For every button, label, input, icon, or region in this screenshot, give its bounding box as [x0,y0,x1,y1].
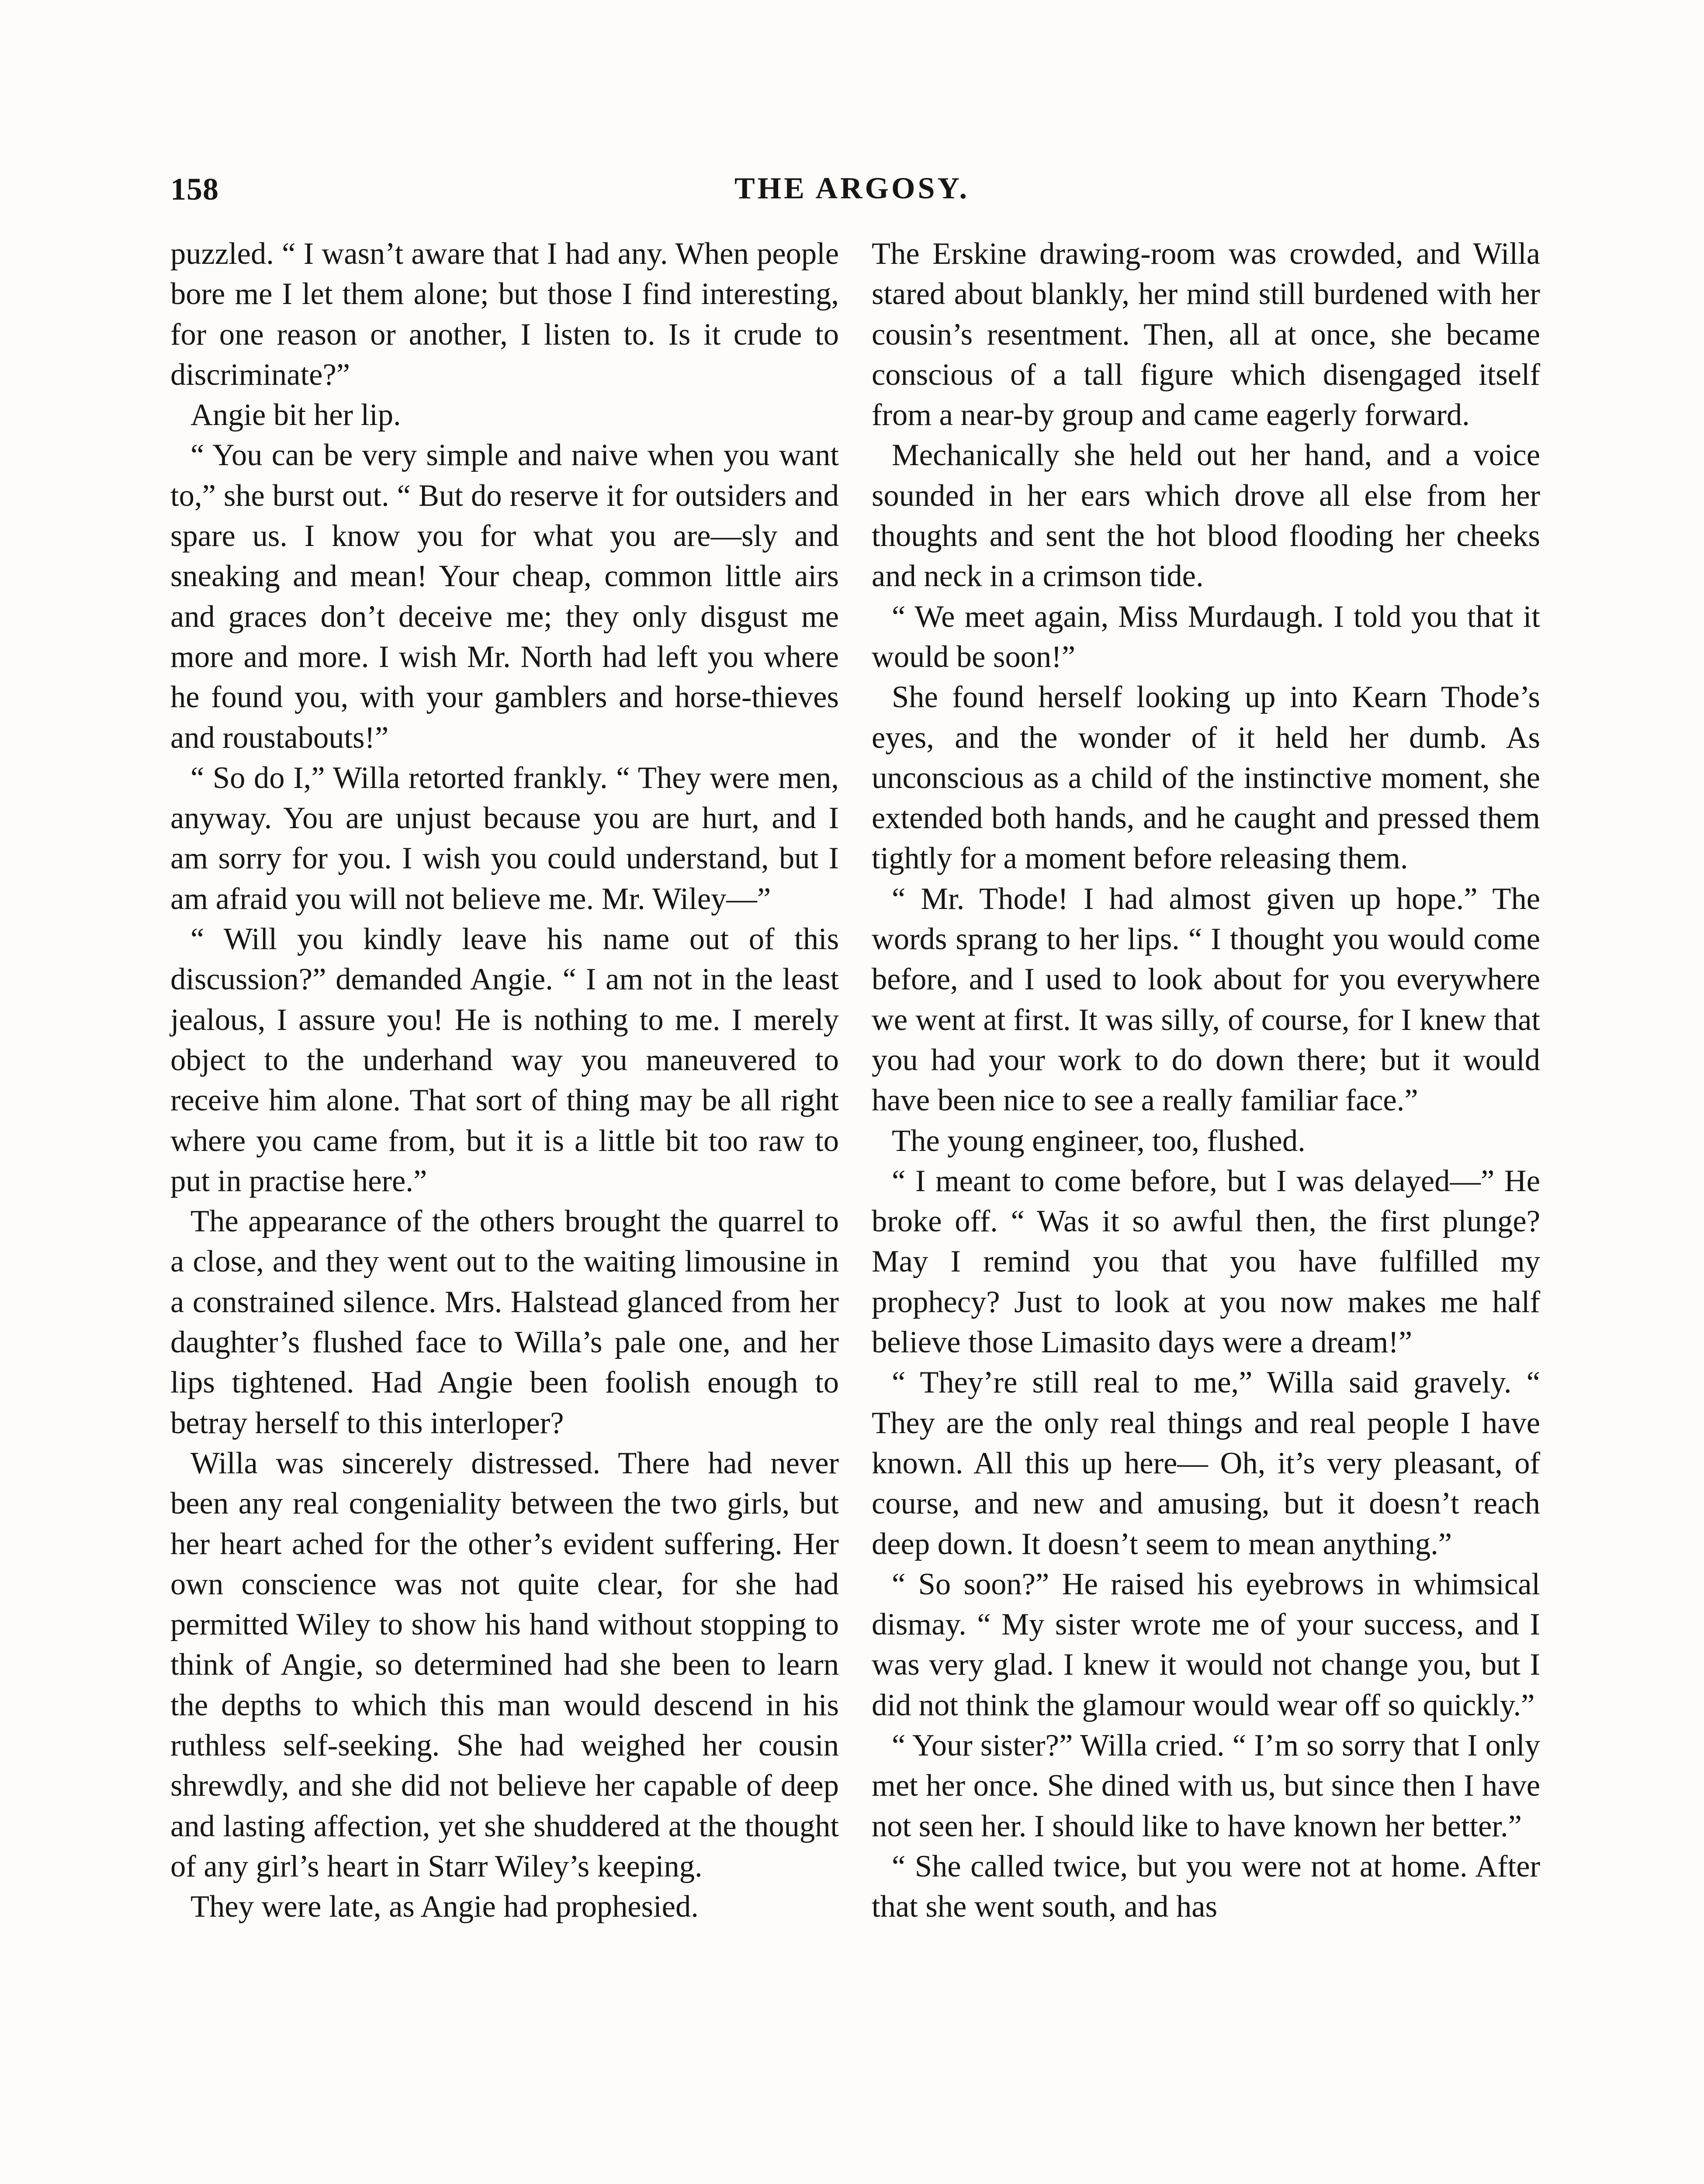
text-column-right [872,234,1540,1927]
paragraph: “ Your sister?” Willa cried. “ I’m so sorry that I only met her once. She dined with us, but since then I have not seen her. I should like to have known her better.” [872,1728,1540,1843]
running-title: THE ARGOSY. [734,172,970,205]
paragraph: “ So soon?” He raised his eyebrows in whimsical dismay. “ My sister wrote me of your success, and I was very glad. I knew it would not change you, but I did not think the glamour would wear off so quickly.” [872,1567,1540,1722]
paragraph: They were late, as Angie had prophesied. [190,1890,699,1924]
paragraph: The young engineer, too, flushed. [892,1123,1306,1158]
paragraph: “ You can be very simple and naive when you want to,” she burst out. “ But do reserve it for outsiders and spare us. I know you for what you are—sly and sneaking and mean! Your cheap, common little airs and graces don’t deceive me; they only disgust me more and more. I wish Mr. North had left you where he found you, with your gamblers and horse-thieves and roustabouts!” [170,438,839,755]
paragraph: “ She called twice, but you were not at home. After that she went south, and has [872,1849,1540,1924]
paragraph: “ I meant to come before, but I was delayed—” He broke off. “ Was it so awful then, the first plunge? May I remind you that you have fulfilled my prophecy? Just to look at you now makes me half believe those Limasito days were a dream!” [872,1164,1540,1360]
paragraph: The appearance of the others brought the quarrel to a close, and they went out to the waiting limousine in a constrained silence. Mrs. Halstead glanced from her daughter’s flushed face to Willa’s pale one, and her lips tightened. Had Angie been foolish enough to betray herself to this interloper? [170,1204,839,1440]
paragraph: Angie bit her lip. [190,398,401,432]
paragraph: “ Will you kindly leave his name out of this discussion?” demanded Angie. “ I am not in the least jealous, I assure you! He is nothing to me. I merely object to the underhand way you maneuvered to receive him alone. That sort of thing may be all right where you came from, but it is a little bit too raw to put in practise here.” [170,922,839,1198]
paragraph: “ Mr. Thode! I had almost given up hope.” The words sprang to her lips. “ I thought you would come before, and I used to look about for you everywhere we went at first. It was silly, of course, for I knew that you had your work to do down there; but it would have been nice to see a really familiar face.” [872,881,1540,1118]
paragraph: “ They’re still real to me,” Willa said gravely. “ They are the only real things and real people I have known. All this up here— Oh, it’s very pleasant, of course, and new and amusing, but it doesn’t reach deep down. It doesn’t seem to mean anything.” [872,1365,1540,1561]
page-number: 158 [170,172,219,207]
paragraph: “ So do I,” Willa retorted frankly. “ They were men, anyway. You are unjust because you are hurt, and I am sorry for you. I wish you could understand, but I am afraid you will not believe me. Mr. Wiley—” [170,760,839,916]
paragraph: Willa was sincerely distressed. There had never been any real congeniality between the two girls, but her heart ached for the other’s evident suffering. Her own conscience was not quite clear, for she had permitted Wiley to show his hand without stopping to think of Angie, so determined had she been to learn the depths to which this man would descend in his ruthless self-seeking. She had weighed her cousin shrewdly, and she did not believe her capable of deep and lasting affection, yet she shuddered at the thought of any girl’s heart in Starr Wiley’s keeping. [170,1446,839,1883]
paragraph: puzzled. “ I wasn’t aware that I had any. When people bore me I let them alone; but those I find interesting, for one reason or another, I listen to. Is it crude to discriminate?” [170,237,839,392]
paragraph: The Erskine drawing-room was crowded, and Willa stared about blankly, her mind still burdened with her cousin’s resentment. Then, all at once, she became conscious of a tall figure which disengaged itself from a near-by group and came eagerly forward. [872,237,1540,432]
paragraph: She found herself looking up into Kearn Thode’s eyes, and the wonder of it held her dumb. As unconscious as a child of the instinctive moment, she extended both hands, and he caught and pressed them tightly for a moment before releasing them. [872,680,1540,876]
paragraph: “ We meet again, Miss Murdaugh. I told you that it would be soon!” [872,599,1540,674]
text-column-left [170,234,839,1927]
paragraph: Mechanically she held out her hand, and a voice sounded in her ears which drove all else from her thoughts and sent the hot blood flooding her cheeks and neck in a crimson tide. [872,438,1540,594]
